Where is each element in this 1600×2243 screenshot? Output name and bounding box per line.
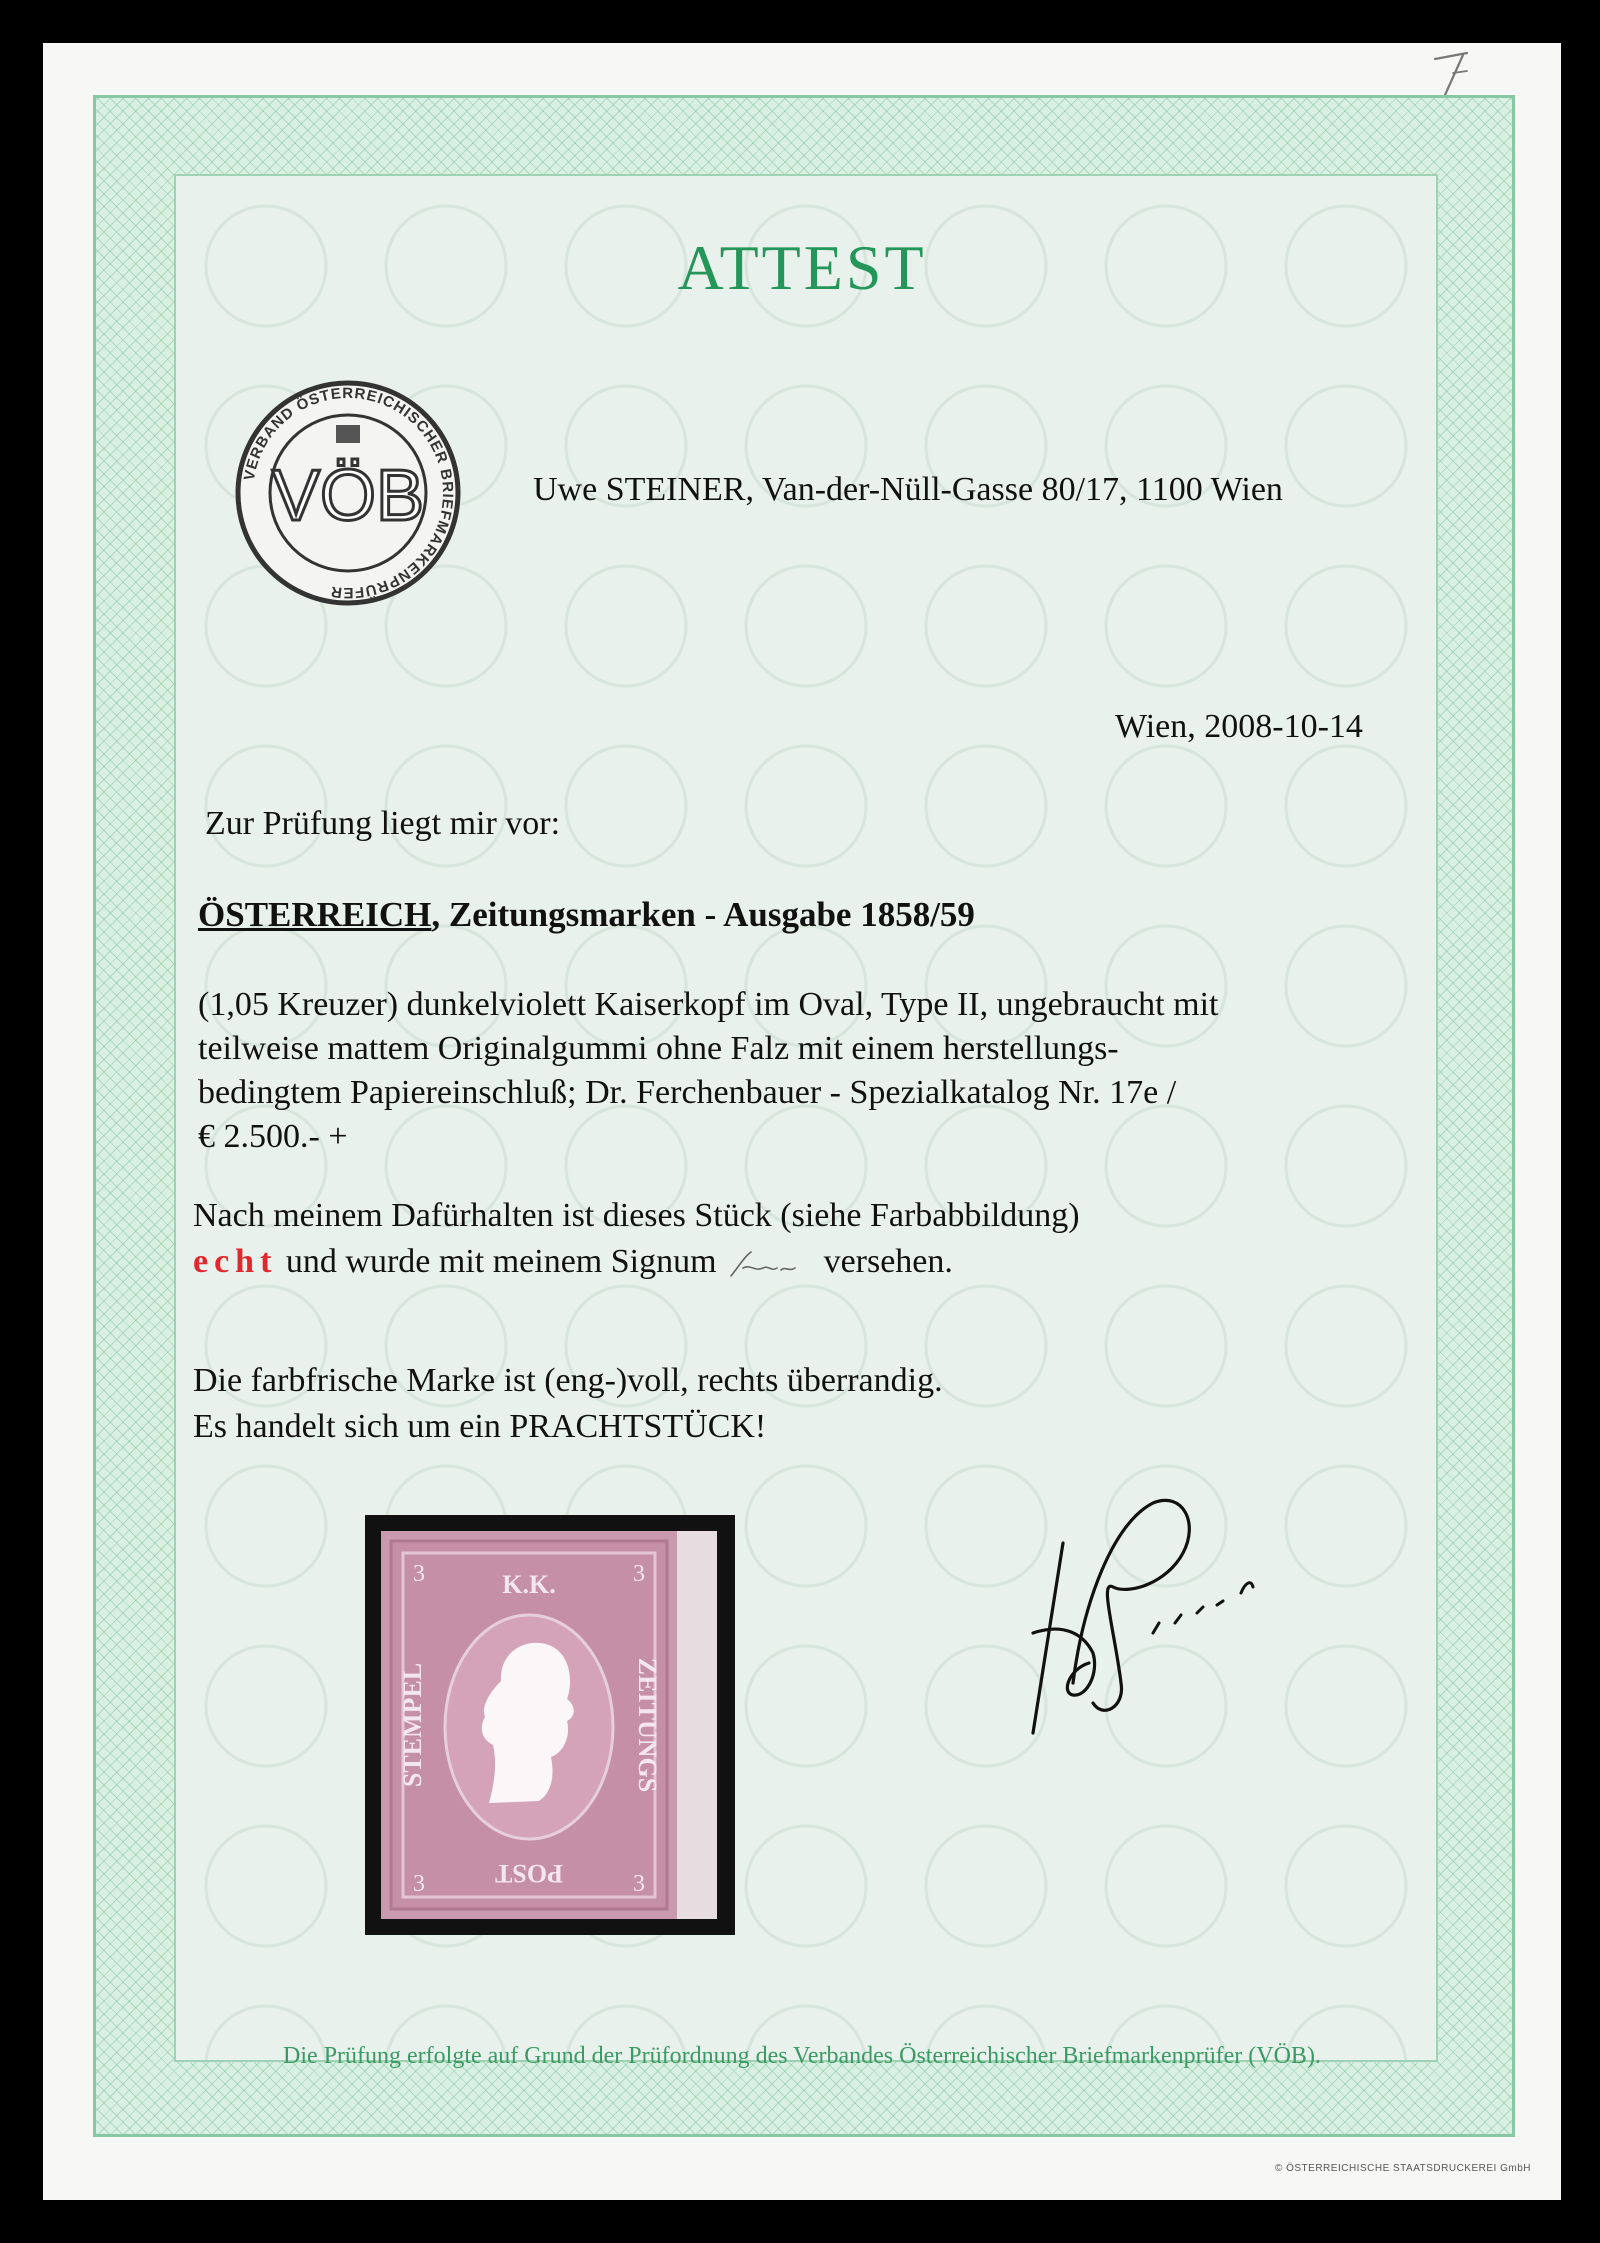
description-line: bedingtem Papiereinschluß; Dr. Ferchenbauer - Spezialkatalog Nr. 17e / [198, 1074, 1177, 1111]
svg-text:3: 3 [413, 1871, 425, 1897]
svg-text:POST: POST [495, 1859, 563, 1888]
condition-remarks [193, 1358, 1473, 1450]
svg-text:VERBAND ÖSTERREICHISCHER BRIEF: VERBAND ÖSTERREICHISCHER BRIEFMARKENPRÜFER [240, 384, 457, 602]
svg-text:ZEITUNGS: ZEITUNGS [633, 1657, 662, 1793]
stamp-design [381, 1531, 677, 1919]
description-line: € 2.500.- + [198, 1118, 348, 1155]
description-line: teilweise mattem Originalgummi ohne Falz mit einem herstellungs- [198, 1030, 1119, 1067]
heading-country: ÖSTERREICH [198, 895, 432, 934]
stamp-photo [365, 1515, 735, 1935]
svg-text:3: 3 [633, 1561, 645, 1587]
description-line: (1,05 Kreuzer) dunkelviolett Kaiserkopf im Oval, Type II, ungebraucht mit [198, 986, 1219, 1023]
svg-text:K.K.: K.K. [502, 1570, 556, 1599]
voeb-seal [228, 373, 468, 613]
stamp-description [198, 983, 1478, 1159]
examiner-signature [1003, 1483, 1273, 1743]
verdict-mid: und wurde mit meinem Signum [277, 1243, 726, 1280]
stamp-issue-heading [198, 895, 975, 935]
stamp-right-margin [677, 1531, 717, 1919]
svg-text:STEMPEL: STEMPEL [398, 1662, 427, 1788]
footer-note: Die Prüfung erfolgte auf Grund der Prüfordnung des Verbandes Österreichischer Briefmarkenprüfer (VÖB). [283, 2043, 1321, 2069]
printer-credit: © ÖSTERREICHISCHE STAATSDRUCKEREI GmbH [1274, 2163, 1531, 2174]
certificate-sheet [43, 43, 1561, 2200]
intro-text: Zur Prüfung liegt mir vor: [205, 805, 561, 842]
examiner-initials [725, 1246, 815, 1282]
examiner-address: Uwe STEINER, Van-der-Nüll-Gasse 80/17, 1100 Wien [533, 471, 1283, 508]
stamp-image [381, 1531, 717, 1919]
remark-line: Es handelt sich um ein PRACHTSTÜCK! [193, 1408, 767, 1445]
verdict-line-1: Nach meinem Dafürhalten ist dieses Stück (siehe Farbabbildung) [193, 1197, 1080, 1234]
verdict-end: versehen. [815, 1243, 953, 1280]
certificate-date: Wien, 2008-10-14 [1115, 708, 1363, 745]
svg-text:3: 3 [413, 1561, 425, 1587]
verdict-text [193, 1193, 1473, 1285]
certificate-title: ATTEST [677, 232, 927, 303]
printer-name: ÖSTERREICHISCHE STAATSDRUCKEREI GmbH [1286, 2163, 1531, 2174]
genuine-label: echt [193, 1243, 278, 1280]
svg-text:3: 3 [633, 1871, 645, 1897]
verdict-line-2 [193, 1239, 1473, 1285]
heading-issue: , Zeitungsmarken - Ausgabe 1858/59 [431, 895, 975, 934]
svg-text:VÖB: VÖB [271, 456, 425, 536]
remark-line: Die farbfrische Marke ist (eng-)voll, rechts überrandig. [193, 1362, 943, 1399]
